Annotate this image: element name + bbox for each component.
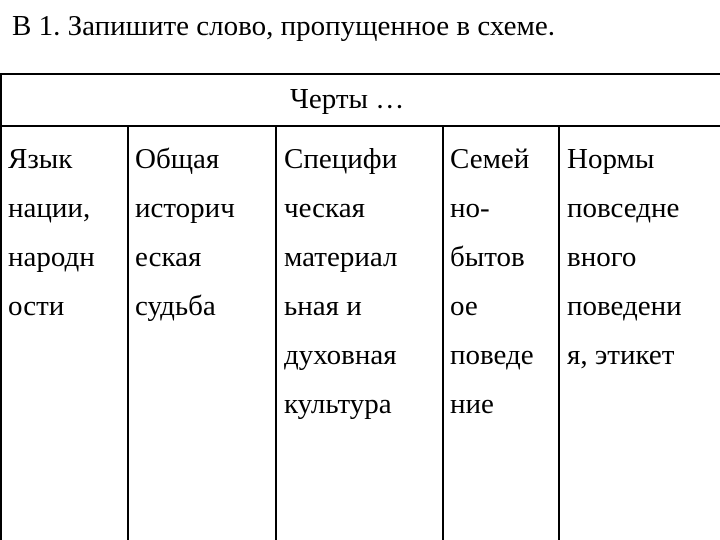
column-divider bbox=[442, 126, 444, 540]
cell-line: ческая bbox=[284, 192, 365, 224]
cell-family-behavior bbox=[450, 135, 534, 429]
cell-common-history bbox=[135, 135, 235, 331]
cell-line: поведени bbox=[567, 290, 682, 322]
cell-everyday-norms bbox=[567, 135, 682, 380]
cell-line: культура bbox=[284, 388, 392, 420]
cell-line: я, этикет bbox=[567, 339, 675, 371]
cell-line: еская bbox=[135, 241, 202, 273]
cell-line: Общая bbox=[135, 143, 220, 175]
cell-line: Нормы bbox=[567, 143, 655, 175]
cell-language-of-nation bbox=[8, 135, 95, 331]
cell-line: ости bbox=[8, 290, 65, 322]
cell-line: историч bbox=[135, 192, 235, 224]
cell-line: поведе bbox=[450, 339, 534, 371]
cell-line: духовная bbox=[284, 339, 397, 371]
cell-line: нации, bbox=[8, 192, 91, 224]
column-divider bbox=[558, 126, 560, 540]
cell-line: вного bbox=[567, 241, 637, 273]
cell-line: повседне bbox=[567, 192, 680, 224]
cell-line: народн bbox=[8, 241, 95, 273]
cell-line: бытов bbox=[450, 241, 525, 273]
cell-line: материал bbox=[284, 241, 398, 273]
cell-line: Специфи bbox=[284, 143, 398, 175]
cell-line: судьба bbox=[135, 290, 216, 322]
header-divider bbox=[2, 125, 720, 127]
cell-line: Язык bbox=[8, 143, 73, 175]
cell-line: ние bbox=[450, 388, 494, 420]
cell-line: Семей bbox=[450, 143, 530, 175]
scheme-header: Черты … bbox=[290, 83, 405, 115]
scheme-table bbox=[0, 73, 720, 540]
cell-line: ое bbox=[450, 290, 478, 322]
cell-specific-culture bbox=[284, 135, 397, 429]
column-divider bbox=[275, 126, 277, 540]
cell-line: но- bbox=[450, 192, 490, 224]
question-text: В 1. Запишите слово, пропущенное в схеме. bbox=[12, 10, 555, 42]
column-divider bbox=[127, 126, 129, 540]
cell-line: ьная и bbox=[284, 290, 362, 322]
